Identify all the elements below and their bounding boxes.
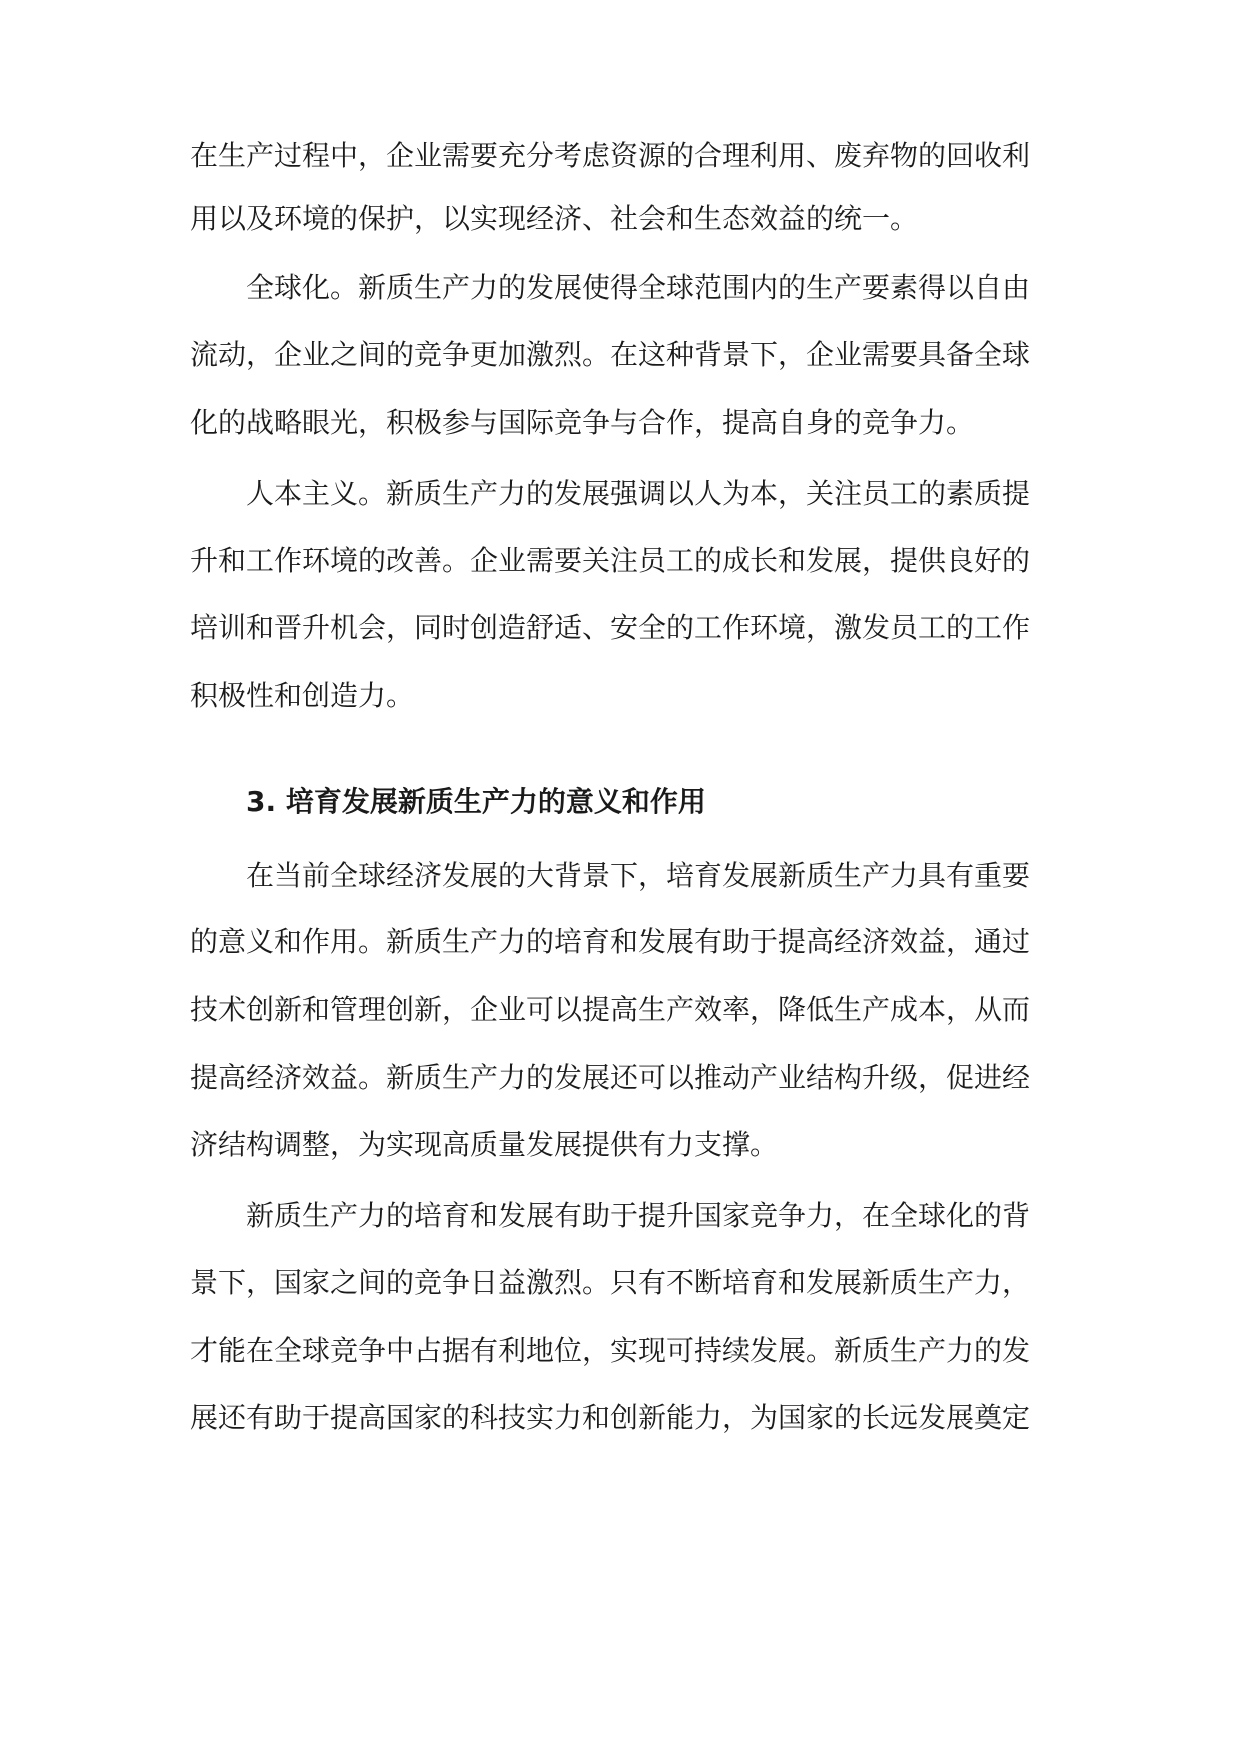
paragraph-line: 在当前全球经济发展的大背景下，培育发展新质生产力具有重要 bbox=[246, 859, 1031, 892]
paragraph-line: 展还有助于提高国家的科技实力和创新能力，为国家的长远发展奠定 bbox=[190, 1401, 1031, 1434]
paragraph-line: 新质生产力的培育和发展有助于提升国家竞争力，在全球化的背 bbox=[246, 1199, 1031, 1232]
paragraph-line: 的意义和作用。新质生产力的培育和发展有助于提高经济效益，通过 bbox=[190, 925, 1031, 958]
paragraph-line: 流动，企业之间的竞争更加激烈。在这种背景下，企业需要具备全球 bbox=[190, 338, 1031, 371]
paragraph-line: 积极性和创造力。 bbox=[190, 679, 415, 712]
paragraph-line: 培训和晋升机会，同时创造舒适、安全的工作环境，激发员工的工作 bbox=[190, 611, 1031, 644]
section-heading: 3. 培育发展新质生产力的意义和作用 bbox=[246, 785, 706, 818]
paragraph-line: 在生产过程中，企业需要充分考虑资源的合理利用、废弃物的回收利 bbox=[190, 139, 1031, 172]
paragraph-line: 技术创新和管理创新，企业可以提高生产效率，降低生产成本，从而 bbox=[190, 993, 1031, 1026]
paragraph-line: 全球化。新质生产力的发展使得全球范围内的生产要素得以自由 bbox=[246, 271, 1031, 304]
paragraph-line: 化的战略眼光，积极参与国际竞争与合作，提高自身的竞争力。 bbox=[190, 406, 975, 439]
paragraph-line: 升和工作环境的改善。企业需要关注员工的成长和发展，提供良好的 bbox=[190, 544, 1031, 577]
paragraph-line: 提高经济效益。新质生产力的发展还可以推动产业结构升级，促进经 bbox=[190, 1061, 1031, 1094]
paragraph-line: 景下，国家之间的竞争日益激烈。只有不断培育和发展新质生产力， bbox=[190, 1266, 1031, 1299]
paragraph-line: 济结构调整，为实现高质量发展提供有力支撑。 bbox=[190, 1128, 779, 1161]
paragraph-line: 人本主义。新质生产力的发展强调以人为本，关注员工的素质提 bbox=[246, 477, 1031, 510]
paragraph-line: 用以及环境的保护，以实现经济、社会和生态效益的统一。 bbox=[190, 202, 919, 235]
paragraph-line: 才能在全球竞争中占据有利地位，实现可持续发展。新质生产力的发 bbox=[190, 1334, 1031, 1367]
